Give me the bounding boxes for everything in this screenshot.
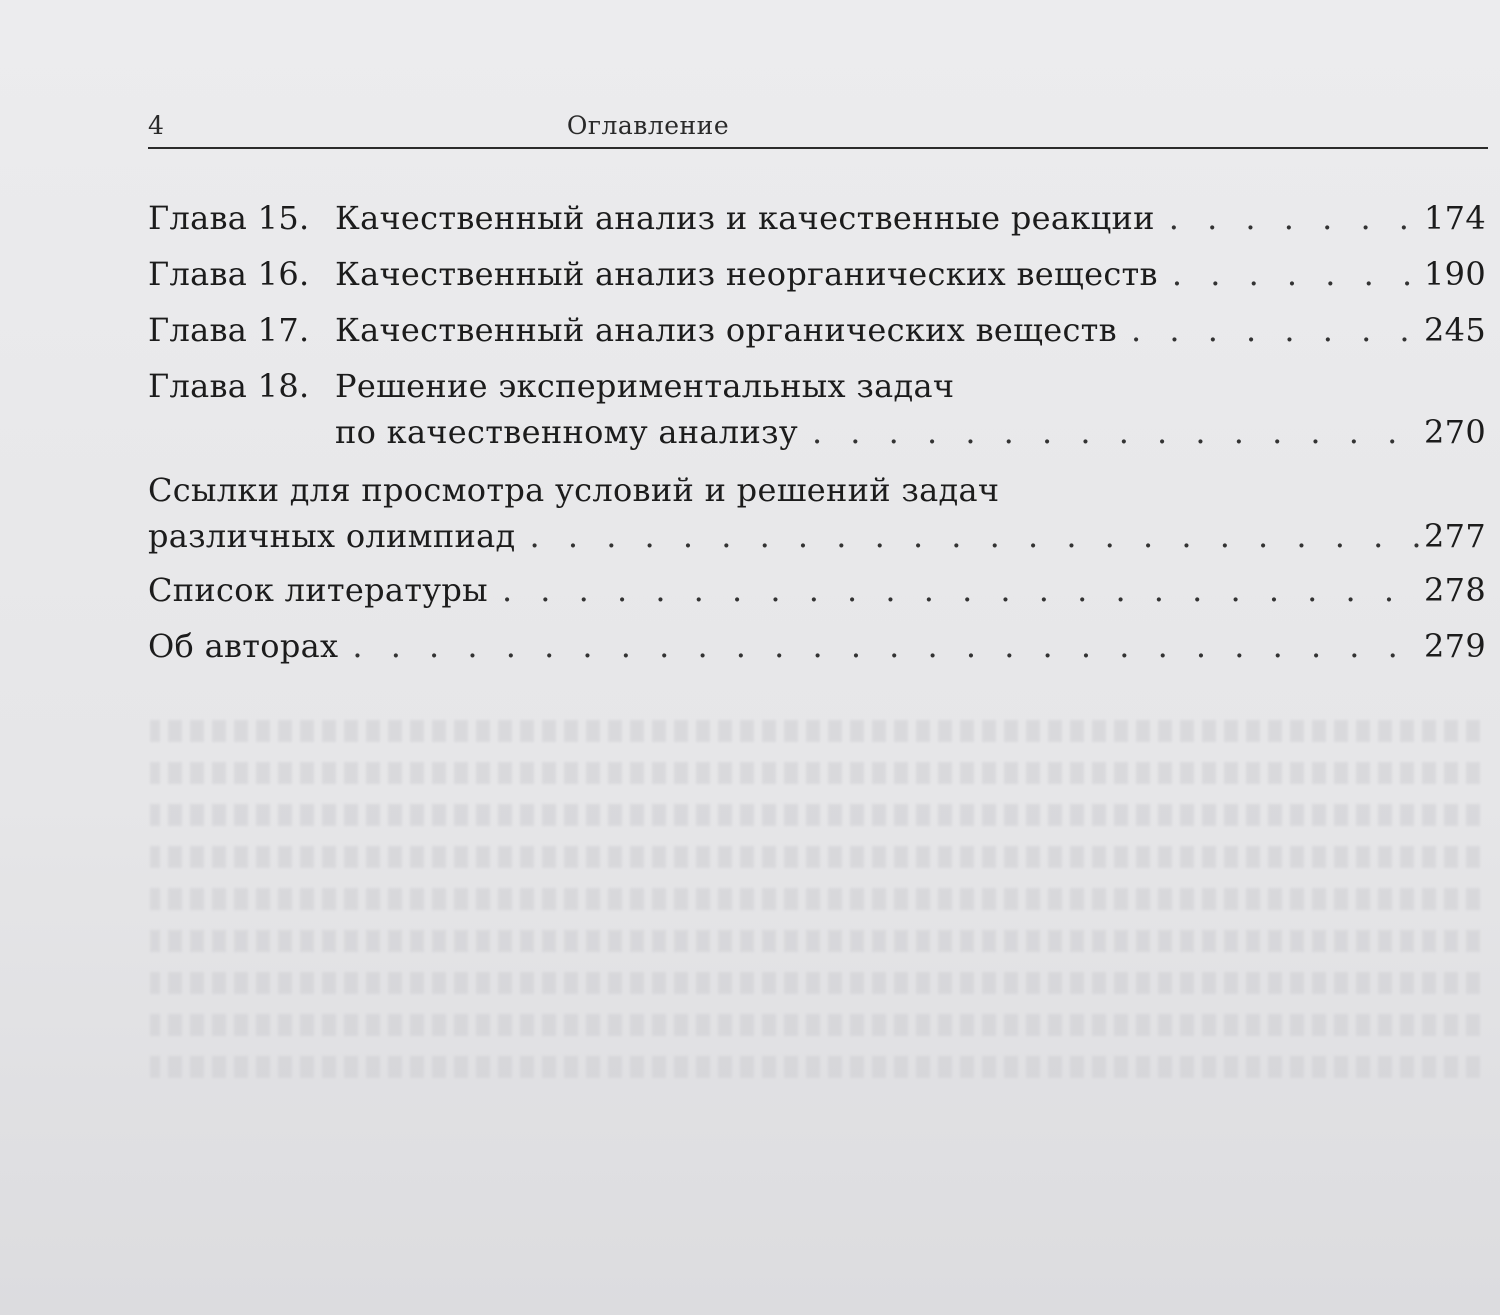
toc-chapter-title: Качественный анализ органических веществ: [335, 311, 1117, 349]
toc-page-number: 190: [1424, 255, 1486, 293]
toc-chapter-title: Качественный анализ и качественные реакции: [335, 199, 1155, 237]
dot-leader: [1169, 190, 1420, 246]
toc-chapter-title-cont: по качественному анализу: [335, 413, 798, 451]
dot-leader: [502, 562, 1420, 618]
header-rule: [148, 147, 1488, 149]
toc-entry-literature[interactable]: [148, 562, 1486, 618]
dot-leader: [1172, 246, 1420, 302]
toc-page-number: 277: [1424, 517, 1486, 555]
dot-leader: [352, 618, 1420, 674]
toc-entry-ch18-cont[interactable]: [148, 404, 1486, 460]
running-title: Оглавление: [566, 111, 730, 140]
page-number: 4: [148, 111, 164, 140]
toc-page-number: 245: [1424, 311, 1486, 349]
toc-chapter-label: Глава 16.: [148, 255, 310, 293]
toc-entry-ch17[interactable]: [148, 302, 1486, 358]
toc-chapter-title: Решение экспериментальных задач: [335, 367, 955, 405]
toc-page-number: 279: [1424, 627, 1486, 665]
toc-page-number: 270: [1424, 413, 1486, 451]
toc-page-number: 278: [1424, 571, 1486, 609]
dot-leader: [1131, 302, 1420, 358]
toc-entry-links-cont[interactable]: [148, 508, 1486, 564]
show-through-text: [150, 700, 1480, 1300]
toc-chapter-label: Глава 15.: [148, 199, 310, 237]
page-header: [148, 108, 1488, 144]
toc-entry-ch15[interactable]: [148, 190, 1486, 246]
toc-entry-title: Об авторах: [148, 627, 339, 665]
toc-entry-title: Список литературы: [148, 571, 488, 609]
dot-leader: [812, 404, 1420, 460]
toc-chapter-label: Глава 18.: [148, 367, 310, 405]
toc-entry-authors[interactable]: [148, 618, 1486, 674]
dot-leader: [530, 508, 1421, 564]
toc-entry-title-cont: различных олимпиад: [148, 517, 516, 555]
toc-chapter-label: Глава 17.: [148, 311, 310, 349]
toc-chapter-title: Качественный анализ неорганических веществ: [335, 255, 1158, 293]
toc-entry-ch16[interactable]: [148, 246, 1486, 302]
toc-entry-title: Ссылки для просмотра условий и решений задач: [148, 471, 1000, 509]
toc-page-number: 174: [1424, 199, 1486, 237]
